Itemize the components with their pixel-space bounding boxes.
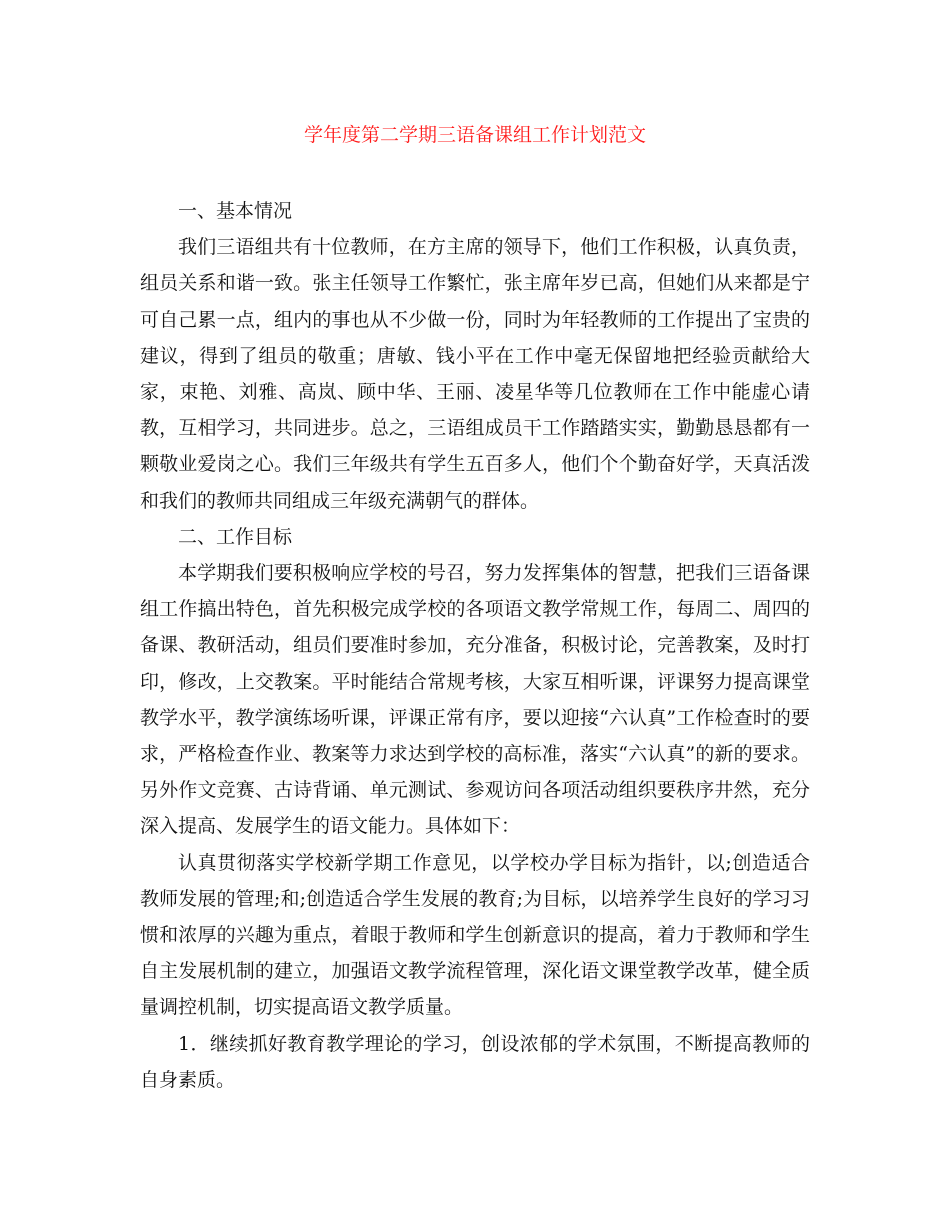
paragraph-implementation: 认真贯彻落实学校新学期工作意见，以学校办学目标为指针，以;创造适合教师发展的管理;和;创造适合学生发展的教育;为目标，以培养学生良好的学习习惯和浓厚的兴趣为重点，着眼于教师和学生创新意识的提高，着力于教师和学生自主发展机制的建立，加强语文教学流程管理，深化语文课堂教学改革，健全质量调控机制，切实提高语文教学质量。 xyxy=(140,851,810,1019)
paragraph-work-goals: 本学期我们要积极响应学校的号召，努力发挥集体的智慧，把我们三语备课组工作搞出特色，首先积极完成学校的各项语文教学常规工作，每周二、周四的备课、教研活动，组员们要准时参加，充分准备，积极讨论，完善教案，及时打印，修改，上交教案。平时能结合常规考核，大家互相听课，评课努力提高课堂教学水平，教学演练场听课，评课正常有序，要以迎接“六认真”工作检查时的要求，严格检查作业、教案等力求达到学校的高标准，落实“六认真”的新的要求。另外作文竞赛、古诗背诵、单元测试、参观访问各项活动组织要秩序井然，充分深入提高、发展学生的语文能力。具体如下： xyxy=(140,562,810,838)
paragraph-basic-situation: 我们三语组共有十位教师，在方主席的领导下，他们工作积极，认真负责，组员关系和谐一致。张主任领导工作繁忙，张主席年岁已高，但她们从来都是宁可自己累一点，组内的事也从不少做一份，同时为年轻教师的工作提出了宝贵的建议，得到了组员的敬重；唐敏、钱小平在工作中毫无保留地把经验贡献给大家，束艳、刘雅、高岚、顾中华、王丽、凌星华等几位教师在工作中能虚心请教，互相学习，共同进步。总之，三语组成员干工作踏踏实实，勤勤恳恳都有一颗敬业爱岗之心。我们三年级共有学生五百多人，他们个个勤奋好学，天真活泼和我们的教师共同组成三年级充满朝气的群体。 xyxy=(140,236,810,512)
document-title: 学年度第二学期三语备课组工作计划范文 xyxy=(303,124,646,146)
section-heading-work-goals: 二、工作目标 xyxy=(178,525,293,548)
section-heading-basic-situation: 一、基本情况 xyxy=(178,200,293,222)
document-body xyxy=(140,193,810,1098)
list-item-1: 1．继续抓好教育教学理论的学习，创设浓郁的学术氛围，不断提高教师的自身素质。 xyxy=(140,1032,810,1091)
